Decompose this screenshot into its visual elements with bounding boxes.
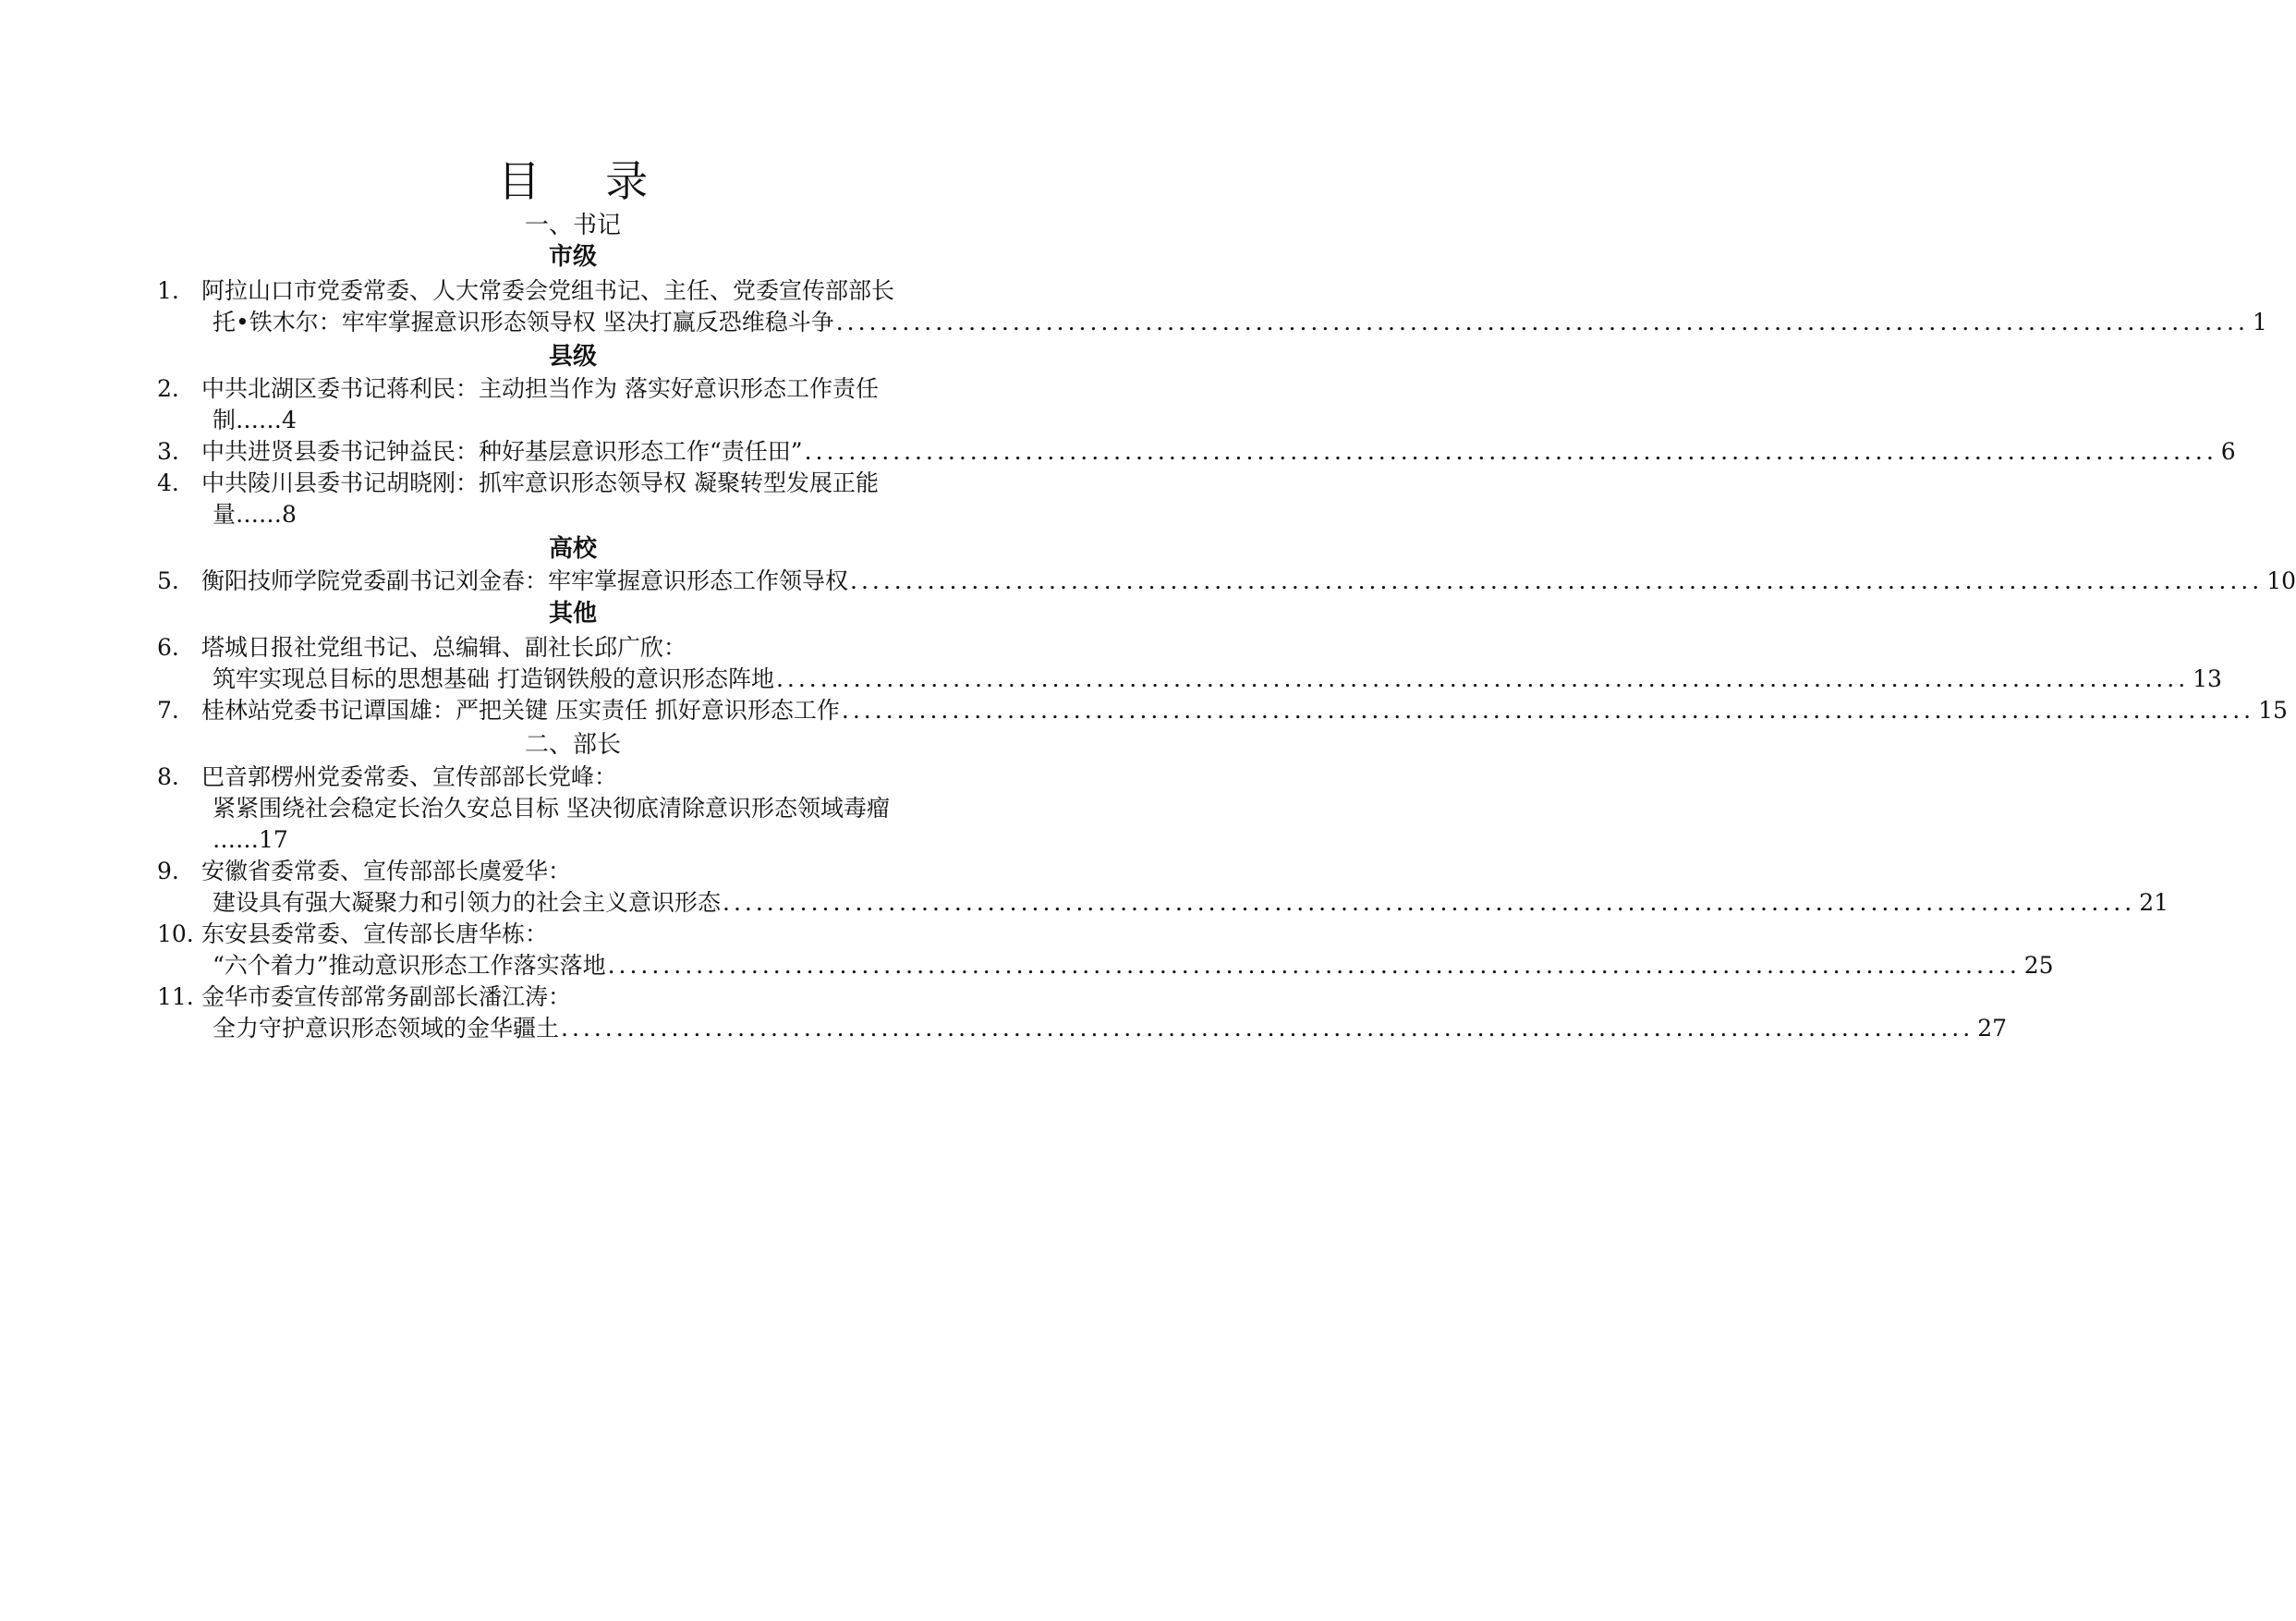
entry-page-number: 10 [2266,567,2296,594]
entry-title-line: 巴音郭楞州党委常委、宣传部部长党峰： [201,763,618,790]
section-heading-ministers: 二、部长 [524,731,621,759]
entry-title-line: 桂林站党委书记谭国雄：严把关键 压实责任 抓好意识形态工作 [201,697,840,724]
entry-page-number: 27 [1977,1015,2008,1042]
entry-title-line: 金华市委宣传部常务副部长潘江涛： [201,983,572,1010]
entry-title-line: 中共北湖区委书记蒋利民：主动担当作为 落实好意识形态工作责任 [201,375,879,402]
entry-number: 1. [157,277,179,304]
section-heading-secretaries: 一、书记 [524,212,621,239]
entry-page-number: 6 [2220,438,2236,465]
entry-page-number: 25 [2023,952,2054,979]
entry-title-line: 衡阳技师学院党委副书记刘金春：牢牢掌握意识形态工作领导权 [201,567,849,594]
entry-title-line: 托•铁木尔：牢牢掌握意识形态领导权 坚决打赢反恐维稳斗争 [213,309,834,335]
entry-page-number: 13 [2193,665,2222,692]
subheading-city: 市级 [548,243,597,271]
entry-title-line: 阿拉山口市党委常委、人大常委会党组书记、主任、党委宣传部部长 [201,277,895,304]
leader-dots: ................................................................................................................................ [723,889,2136,916]
entry-title-line: 中共进贤县委书记钟益民：种好基层意识形态工作“责任田” [201,438,803,465]
leader-dots: ................................................................................................................................ [850,567,2264,594]
toc-title: 目 录 [497,156,674,206]
entry-title-line: 筑牢实现总目标的思想基础 打造钢铁般的意识形态阵地 [213,665,774,692]
entry-title-line: 制……4 [213,407,297,433]
entry-title-line: 东安县委常委、宣传部长唐华栋： [201,920,549,947]
entry-title-line: 中共陵川县委书记胡晓刚：抓牢意识形态领导权 凝聚转型发展正能 [201,469,879,496]
entry-title-line: 塔城日报社党组书记、总编辑、副社长邱广欣： [201,634,687,661]
leader-dots: ................................................................................................................................ [804,438,2217,465]
entry-title-line: 量……8 [213,501,297,528]
leader-dots: ................................................................................................................................ [775,665,2190,692]
entry-number: 9. [157,858,179,884]
entry-title-line: 建设具有强大凝聚力和引领力的社会主义意识形态 [213,889,722,916]
entry-number: 7. [157,697,179,724]
subheading-college: 高校 [548,535,597,563]
entry-page-number: 21 [2139,889,2169,916]
entry-number: 5. [157,567,179,594]
entry-number: 10. [157,920,194,947]
entry-page-number: 15 [2258,697,2288,724]
entry-number: 3. [157,438,179,465]
leader-dots: ................................................................................................................................ [841,697,2255,724]
entry-title-line: 安徽省委常委、宣传部部长虞爱华： [201,858,572,884]
entry-title-line: 紧紧围绕社会稳定长治久安总目标 坚决彻底清除意识形态领域毒瘤 [213,795,890,822]
entry-title-line: ……17 [213,826,288,853]
leader-dots: ................................................................................................................................ [835,309,2249,335]
subheading-other: 其他 [548,600,597,628]
entry-number: 8. [157,763,179,790]
subheading-county: 县级 [548,343,597,371]
entry-page-number: 1 [2252,309,2267,335]
entry-number: 2. [157,375,179,402]
entry-title-line: “六个着力”推动意识形态工作落实落地 [213,952,606,979]
entry-title-line: 全力守护意识形态领域的金华疆土 [213,1015,560,1042]
entry-number: 11. [157,983,194,1010]
entry-number: 6. [157,634,179,661]
entry-number: 4. [157,469,179,496]
leader-dots: ................................................................................................................................ [607,952,2021,979]
leader-dots: ................................................................................................................................ [561,1015,1974,1042]
